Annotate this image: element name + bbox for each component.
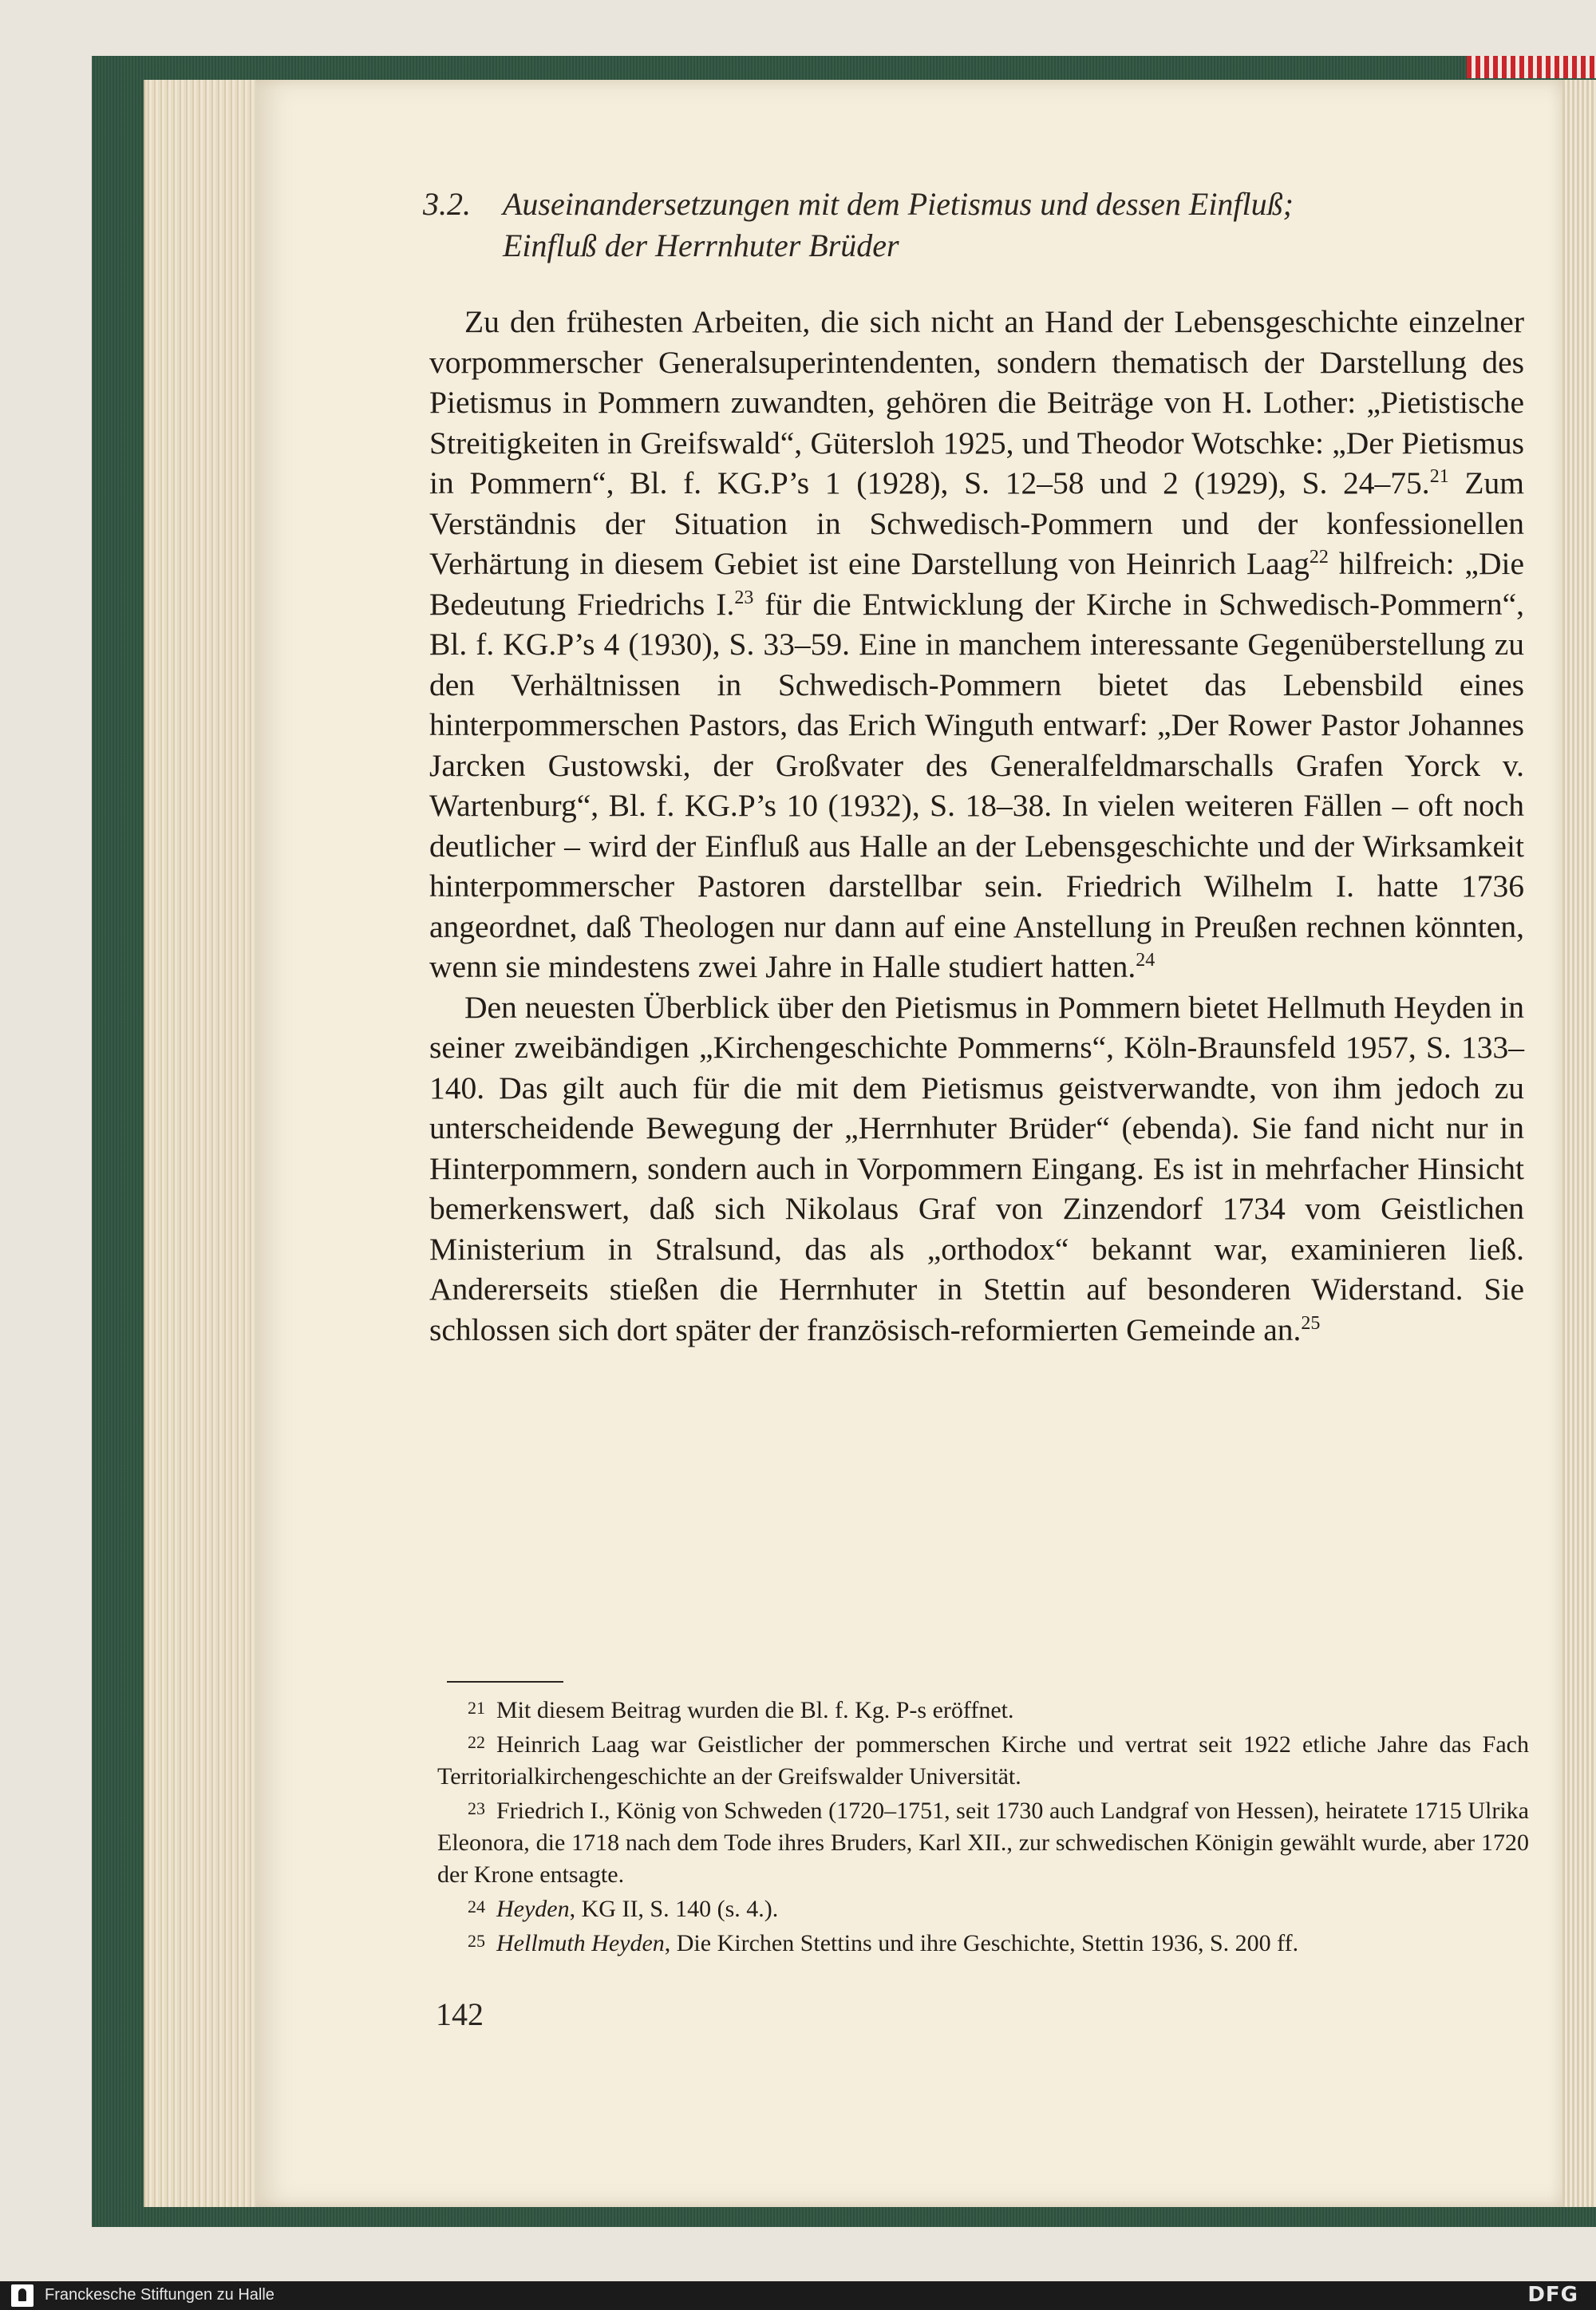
section-number: 3.2. <box>423 186 471 222</box>
page-number: 142 <box>436 1996 484 2032</box>
paragraph <box>429 987 1524 1351</box>
footnote-reference: 24 <box>1136 950 1156 971</box>
text-run: für die Entwicklung der Kirche in Schwedisch-Pommern“, Bl. f. KG.P’s 4 (1930), S. 33–59. Eine in manchem interessante Gegenüberstellung zu den Verhältnissen in Schwedisch-Pommern bietet das Lebensbild eines hinterpommerschen Pastors, das Erich Winguth entwarf: „Der Rower Pastor Johannes Jarcken Gustowski, der Großvater des Generalfeldmarschalls Grafen Yorck v. Wartenburg“, Bl. f. KG.P’s 10 (1932), S. 18–38. In vielen weiteren Fällen – oft noch deutlicher – wird der Einfluß aus Halle an der Lebensgeschichte und der Wirksamkeit hinterpommerscher Pastoren darstellbar sein. Friedrich Wilhelm I. hatte 1736 angeordnet, daß Theologen nur dann auf eine Anstellung in Preußen rechnen könnten, wenn sie mindestens zwei Jahre in Halle studiert hatten. <box>429 586 1524 984</box>
footnote-reference: 21 <box>1429 466 1449 487</box>
page-edges-left <box>144 80 265 2207</box>
italic-text: Hellmuth Heyden <box>496 1930 665 1956</box>
text-run: Mit diesem Beitrag wurden die Bl. f. Kg. P-s eröffnet. <box>496 1697 1014 1723</box>
section-title-part-2: Einfluß der Herrnhuter Brüder <box>503 227 899 263</box>
footnote <box>437 1793 1529 1891</box>
page-edges-right <box>1562 80 1596 2207</box>
footnote-number: 22 <box>468 1732 485 1752</box>
text-run: Friedrich I., König von Schweden (1720–1751, seit 1730 auch Landgraf von Hessen), heiratete 1715 Ulrika Eleonora, die 1718 nach dem Tode ihres Bruders, Karl XII., zur schwedischen Königin gewählt wurde, aber 1720 der Krone entsagte. <box>437 1798 1529 1888</box>
footnote <box>437 1727 1529 1793</box>
viewer-footer-bar <box>0 2281 1596 2310</box>
footnote-reference: 25 <box>1301 1312 1321 1334</box>
footnote-number: 24 <box>468 1897 485 1916</box>
text-run: Zu den frühesten Arbeiten, die sich nicht an Hand der Lebensgeschichte einzelner vorpommerscher Generalsuperintendenten, sondern thematisch der Darstellung des Pietismus in Pommern zuwandten, gehören die Beiträge von H. Lother: „Pietistische Streitigkeiten in Greifswald“, Gütersloh 1925, und Theodor Wotschke: „Der Pietismus in Pommern“, Bl. f. KG.P’s 1 (1928), S. 12–58 und 2 (1929), S. 24–75. <box>429 304 1524 500</box>
text-run: , KG II, S. 140 (s. 4.). <box>569 1896 779 1922</box>
footnote <box>437 1925 1529 1960</box>
footnote <box>437 1891 1529 1925</box>
footnote <box>437 1692 1529 1727</box>
headband-edge <box>1467 56 1596 78</box>
paragraph <box>429 302 1524 987</box>
footnote-reference: 23 <box>734 587 754 608</box>
section-heading <box>423 184 1540 267</box>
section-title-part-1: Auseinandersetzungen mit dem Pietismus und dessen Einfluß; <box>503 186 1294 222</box>
footnote-number: 21 <box>468 1698 485 1718</box>
text-run: hilfreich: „Die Bedeutung Friedrichs I. <box>429 546 1524 622</box>
body-text <box>429 302 1524 1350</box>
footnote-number: 23 <box>468 1798 485 1818</box>
footnote-number: 25 <box>468 1931 485 1951</box>
italic-text: Heyden <box>496 1896 570 1922</box>
institution-name: Franckesche Stiftungen zu Halle <box>45 2286 275 2304</box>
text-run: , Die Kirchen Stettins und ihre Geschichte, Stettin 1936, S. 200 ff. <box>664 1930 1299 1956</box>
text-run: Heinrich Laag war Geistlicher der pommerschen Kirche und vertrat seit 1922 etliche Jahre das Fach Territorialkirchengeschichte an der Greifswalder Universität. <box>437 1731 1529 1790</box>
dfg-logo: DFG <box>1527 2283 1578 2307</box>
text-run: Den neuesten Überblick über den Pietismus in Pommern bietet Hellmuth Heyden in seiner zweibändigen „Kirchengeschichte Pommerns“, Köln-Braunsfeld 1957, S. 133–140. Das gilt auch für die mit dem Pietismus geistverwandte, von ihm jedoch zu unterscheidende Bewegung der „Herrnhuter Brüder“ (ebenda). Sie fand nicht nur in Hinterpommern, sondern auch in Vorpommern Eingang. Es ist in mehrfacher Hinsicht bemerkenswert, daß sich Nikolaus Graf von Zinzendorf 1734 vom Geistlichen Ministerium in Stralsund, das als „orthodox“ bekannt war, examinieren ließ. Andererseits stießen die Herrnhuter in Stettin auf besonderen Widerstand. Sie schlossen sich dort später der französisch-reformierten Gemeinde an. <box>429 989 1524 1347</box>
footnote-separator <box>447 1681 563 1683</box>
section-heading-line-1 <box>423 184 1540 225</box>
footnote-reference: 22 <box>1309 547 1329 568</box>
footnotes <box>437 1692 1529 1960</box>
text-run: Zum Verständnis der Situation in Schwedisch-Pommern und der konfessionellen Verhärtung in diesem Gebiet ist eine Darstellung von Heinrich Laag <box>429 465 1525 581</box>
institution-logo-icon <box>11 2284 34 2307</box>
